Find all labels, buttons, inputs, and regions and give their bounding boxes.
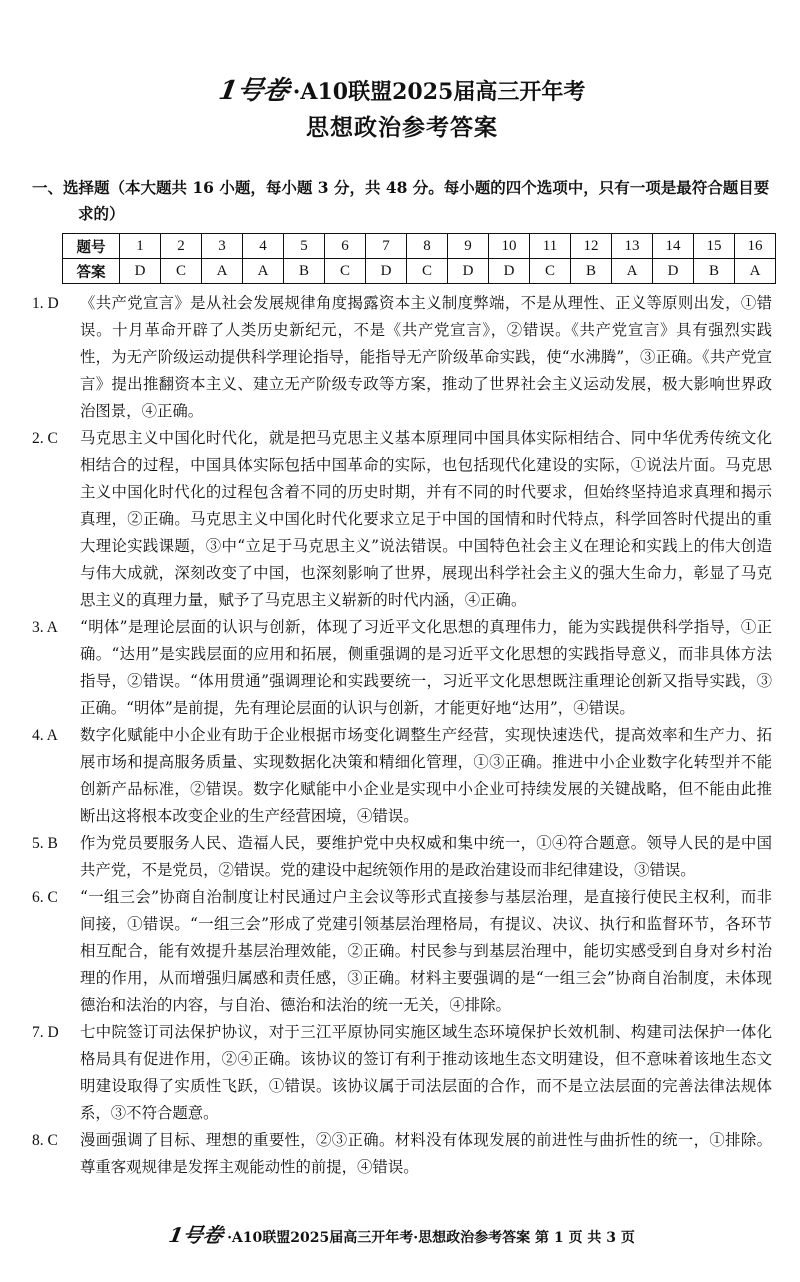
question-number-cell: 9 [448,234,489,259]
question-number-cell: 13 [612,234,653,259]
question-answer-label: 4. A [32,727,58,744]
question-answer-label: 6. C [32,889,58,906]
question-number-cell: 7 [366,234,407,259]
explanations-list [32,290,772,1181]
explanation-item [32,425,772,614]
explanation-item [32,290,772,425]
question-number-cell: 5 [284,234,325,259]
section-heading-line-1: 一、选择题（本大题共 16 小题，每小题 3 分，共 48 分。每小题的四个选项中，只有一项是最符合题目要 [32,178,770,197]
answer-cell: A [202,259,243,284]
document-title [32,74,772,109]
section-heading-line-2: 求的） [78,204,125,223]
question-answer-label: 7. D [32,1024,59,1041]
brand-logo: 1号卷 [216,76,292,106]
answer-cell: C [530,259,571,284]
answer-cell: B [571,259,612,284]
question-answer-label: 5. B [32,835,58,852]
question-number-row [63,234,776,259]
explanation-item [32,1019,772,1127]
footer-text: ·A10联盟2025届高三开年考·思想政治参考答案 第 1 页 共 3 页 [227,1230,635,1246]
answer-cell: C [161,259,202,284]
answer-cell: A [735,259,776,284]
question-number-cell: 6 [325,234,366,259]
answer-table [62,233,776,284]
explanation-item [32,830,772,884]
explanation-item [32,1127,772,1181]
answer-cell: C [407,259,448,284]
explanation-text: 七中院签订司法保护协议，对于三江平原协同实施区域生态环境保护长效机制、构建司法保护一体化格局具有促进作用，②④正确。该协议的签订有利于推动该地生态文明建设，但不意味着该地生态文明建设取得了实质性飞跃，①错误。该协议属于司法层面的合作，而不是立法层面的完善法律法规体系，③不符合题意。 [80,1023,772,1122]
question-number-cell: 4 [243,234,284,259]
explanation-text: 数字化赋能中小企业有助于企业根据市场变化调整生产经营，实现快速迭代，提高效率和生产力、拓展市场和提高服务质量、实现数据化决策和精细化管理，①③正确。推进中小企业数字化转型并不能创新产品标准，②错误。数字化赋能中小企业是实现中小企业可持续发展的关键战略，但不能由此推断出这将根本改变企业的生产经营困境，④错误。 [80,726,772,825]
footer-logo: 1号卷 [167,1223,226,1247]
question-number-cell: 14 [653,234,694,259]
question-number-cell: 11 [530,234,571,259]
title-line-1: ·A10联盟2025届高三开年考 [292,79,586,105]
answer-cell: D [366,259,407,284]
question-number-cell: 8 [407,234,448,259]
answer-cell: D [653,259,694,284]
question-answer-label: 3. A [32,619,58,636]
answer-cell: D [120,259,161,284]
explanation-text: 漫画强调了目标、理想的重要性，②③正确。材料没有体现发展的前进性与曲折性的统一，①排除。尊重客观规律是发挥主观能动性的前提，④错误。 [80,1131,772,1176]
question-number-cell: 10 [489,234,530,259]
answer-row [63,259,776,284]
section-heading [32,175,772,227]
answer-table-wrapper [32,233,772,284]
question-number-cell: 3 [202,234,243,259]
question-answer-label: 1. D [32,295,59,312]
answer-cell: C [325,259,366,284]
row-header: 答案 [63,259,120,284]
question-number-cell: 12 [571,234,612,259]
explanation-text: 马克思主义中国化时代化，就是把马克思主义基本原理同中国具体实际相结合、同中华优秀传统文化相结合的过程，中国具体实际包括中国革命的实际，也包括现代化建设的实际，①说法片面。马克思主义中国化时代化的过程包含着不同的历史时期，并有不同的时代要求，但始终坚持追求真理和揭示真理，②正确。马克思主义中国化时代化要求立足于中国的国情和时代特点，科学回答时代提出的重大理论实践课题，③中“立足于马克思主义”说法错误。中国特色社会主义在理论和实践上的伟大创造与伟大成就，深刻改变了中国，也深刻影响了世界，展现出科学社会主义的强大生命力，彰显了马克思主义的真理力量，赋予了马克思主义崭新的时代内涵，④正确。 [80,429,772,609]
document-subtitle: 思想政治参考答案 [306,114,498,141]
answer-cell: A [612,259,653,284]
answer-cell: D [448,259,489,284]
explanation-text: “一组三会”协商自治制度让村民通过户主会议等形式直接参与基层治理，是直接行使民主权利，而非间接，①错误。“一组三会”形成了党建引领基层治理格局，有提议、决议、执行和监督环节，各环节相互配合，能有效提升基层治理效能，②正确。村民参与到基层治理中，能切实感受到自身对乡村治理的作用，从而增强归属感和责任感，③正确。材料主要强调的是“一组三会”协商自治制度，未体现德治和法治的内容，与自治、德治和法治的统一无关，④排除。 [80,888,772,1014]
explanation-item [32,884,772,1019]
question-number-cell: 1 [120,234,161,259]
explanation-text: “明体”是理论层面的认识与创新，体现了习近平文化思想的真理伟力，能为实践提供科学指导，①正确。“达用”是实践层面的应用和拓展，侧重强调的是习近平文化思想的实践指导意义，而非具体方法指导，②错误。“体用贯通”强调理论和实践要统一，习近平文化思想既注重理论创新又指导实践，③正确。“明体”是前提，先有理论层面的认识与创新，才能更好地“达用”，④错误。 [80,618,772,717]
explanation-text: 作为党员要服务人民、造福人民，要维护党中央权威和集中统一，①④符合题意。领导人民的是中国共产党，不是党员，②错误。党的建设中起统领作用的是政治建设而非纪律建设，③错误。 [80,834,772,879]
row-header: 题号 [63,234,120,259]
question-number-cell: 15 [694,234,735,259]
answer-cell: B [694,259,735,284]
page-footer [32,1221,772,1252]
question-number-cell: 2 [161,234,202,259]
answer-cell: B [284,259,325,284]
question-answer-label: 8. C [32,1132,58,1149]
question-answer-label: 2. C [32,430,58,447]
answer-cell: D [489,259,530,284]
answer-cell: A [243,259,284,284]
explanation-text: 《共产党宣言》是从社会发展规律角度揭露资本主义制度弊端，不是从理性、正义等原则出发，①错误。十月革命开辟了人类历史新纪元，不是《共产党宣言》，②错误。《共产党宣言》具有强烈实践性，为无产阶级运动提供科学理论指导，能指导无产阶级革命实践，使“水沸腾”，③正确。《共产党宣言》提出推翻资本主义、建立无产阶级专政等方案，推动了世界社会主义运动发展，极大影响世界政治图景，④正确。 [80,294,772,420]
question-number-cell: 16 [735,234,776,259]
explanation-item [32,614,772,722]
explanation-item [32,722,772,830]
